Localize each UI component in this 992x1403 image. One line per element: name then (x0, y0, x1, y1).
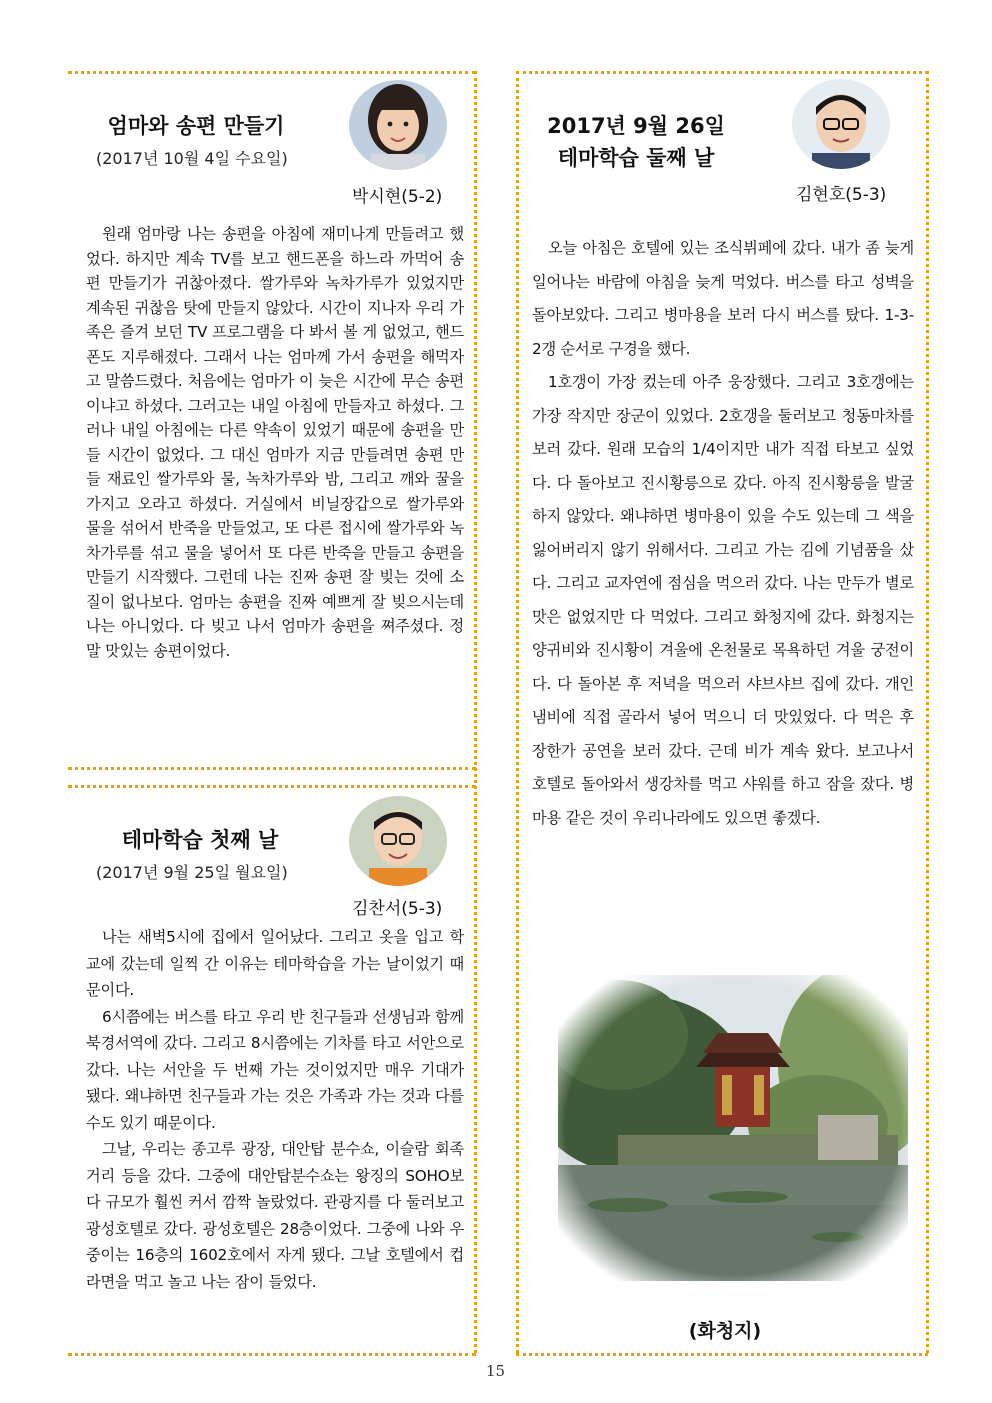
article1-author: 박시현(5-2) (352, 187, 443, 207)
left-right-border (474, 71, 477, 1353)
boy-portrait-image (349, 796, 447, 886)
article2-author: 김찬서(5-3) (352, 899, 443, 919)
article2-date: (2017년 9월 25일 월요일) (96, 863, 288, 882)
article3-author-photo (792, 79, 890, 169)
boy-portrait-image (792, 79, 890, 169)
right-bottom-border (516, 1353, 928, 1356)
article1-body (86, 222, 464, 663)
article1-date: (2017년 10월 4일 수요일) (96, 149, 288, 168)
pavilion-landscape-image (558, 975, 908, 1281)
article2-paragraph: 그날, 우리는 종고루 광장, 대안탑 분수쇼, 이슬람 회족거리 등을 갔다. 그중에 대안탑분수쇼는 왕징의 SOHO보다 규모가 훨씬 커서 깜짝 놀랐었다. 관광지를 다 둘러보고 광성호텔로 갔다. 광성호텔은 28층이었다. 그중에 나와 우중이는 16층의 1602호에서 자게 됐다. 그날 호텔에서 컵라면을 먹고 놀고 나는 잠이 들었다. (86, 1140, 464, 1291)
article3-author: 김현호(5-3) (796, 185, 887, 205)
article2-paragraph: 나는 새벽5시에 집에서 일어났다. 그리고 옷을 입고 학교에 갔는데 일찍 간 이유는 테마학습을 가는 날이었기 때문이다. (86, 928, 464, 999)
article1-title: 엄마와 송편 만들기 (107, 114, 285, 138)
left-mid-border-top (68, 767, 476, 770)
huaqing-pond-photo (558, 975, 908, 1281)
article3-body (532, 232, 914, 835)
article1-author-photo (349, 80, 447, 170)
right-left-border (516, 71, 519, 1353)
article2-body (86, 924, 464, 1295)
article2-author-photo (349, 796, 447, 886)
right-right-border (926, 71, 929, 1353)
left-bottom-border (68, 1353, 476, 1356)
article1-paragraph: 원래 엄마랑 나는 송편을 아침에 재미나게 만들려고 했었다. 하지만 계속 TV를 보고 핸드폰을 하느라 까먹어 송편 만들기가 귀찮아졌다. 쌀가루와 녹차가루가 있었지만 계속된 귀찮음 탓에 만들지 않았다. 시간이 지나자 우리 가족은 즐겨 보던 TV 프로그램을 다 봐서 볼 게 없었고, 핸드폰도 지루해졌다. 그래서 나는 엄마께 가서 송편을 해먹자고 말씀드렸다. 처음에는 엄마가 이 늦은 시간에 무슨 송편이냐고 하셨다. 그러고는 내일 아침에 만들자고 하셨다. 그러나 내일 아침에는 다른 약속이 있었기 때문에 송편을 만들 시간이 없었다. 그 대신 엄마가 지금 만들려면 송편 만들 재료인 쌀가루와 물, 녹차가루와 밤, 그리고 깨와 꿀을 가지고 오라고 하셨다. 거실에서 비닐장갑으로 쌀가루와 물을 섞어서 반죽을 만들었고, 또 다른 접시에 쌀가루와 녹차가루를 섞고 물을 넣어서 또 다른 반죽을 만들고 송편을 만들기 시작했다. 그런데 나는 진짜 송편 잘 빚는 것에 소질이 없나보다. 엄마는 송편을 진짜 예쁘게 잘 빚으시는데 나는 아니었다. 다 빚고 나서 엄마가 송편을 쪄주셨다. 정말 맛있는 송편이었다. (86, 225, 464, 660)
article3-paragraph: 1호갱이 가장 컸는데 아주 웅장했다. 그리고 3호갱에는 가장 작지만 장군이 있었다. 2호갱을 둘러보고 청동마차를 보러 갔다. 원래 모습의 1/4이지만 내가 직접 타보고 싶었다. 다 돌아보고 진시황릉으로 갔다. 아직 진시황릉을 발굴하지 않았다. 왜냐하면 병마용이 있을 수도 있는데 그 색을 잃어버리지 않기 위해서다. 그리고 가는 김에 기념품을 샀다. 그리고 교자연에 점심을 먹으러 갔다. 나는 만두가 별로 맛은 없었지만 다 먹었다. 그리고 화청지에 갔다. 화청지는 양귀비와 진시황이 겨울에 온천물로 목욕하던 겨울 궁전이다. 다 돌아본 후 저녁을 먹으러 샤브샤브 집에 갔다. 개인냄비에 직접 골라서 넣어 먹으니 더 맛있었다. 다 먹은 후 장한가 공연을 보러 갔다. 근데 비가 계속 왔다. 보고나서 호텔로 돌아와서 생강차를 먹고 샤워를 하고 잠을 잤다. 병마용 같은 것이 우리나라에도 있으면 좋겠다. (532, 373, 914, 827)
photo-caption: (화청지) (688, 1320, 762, 1342)
girl-portrait-image (349, 80, 447, 170)
article3-title-line1: 2017년 9월 26일 (547, 114, 725, 138)
article3-title-line2: 테마학습 둘째 날 (557, 146, 715, 170)
page-number: 15 (486, 1362, 506, 1380)
article2-paragraph: 6시쯤에는 버스를 타고 우리 반 친구들과 선생님과 함께 북경서역에 갔다. 그리고 8시쯤에는 기차를 타고 서안으로 갔다. 나는 서안을 두 번째 가는 것이었지만 매우 기대가 됐다. 왜냐하면 친구들과 가는 것은 가족과 가는 것과 다를 수도 있기 때문이다. (86, 1007, 464, 1132)
article2-title: 테마학습 첫째 날 (121, 828, 279, 852)
article3-paragraph: 오늘 아침은 호텔에 있는 조식뷔페에 갔다. 내가 좀 늦게 일어나는 바람에 아침을 늦게 먹었다. 버스를 타고 성벽을 돌아보았다. 그리고 병마용을 보러 다시 버스를 탔다. 1-3-2갱 순서로 구경을 했다. (532, 239, 914, 358)
left-mid-border-bottom (68, 785, 476, 788)
right-top-border (516, 71, 928, 74)
left-top-border (68, 71, 476, 74)
